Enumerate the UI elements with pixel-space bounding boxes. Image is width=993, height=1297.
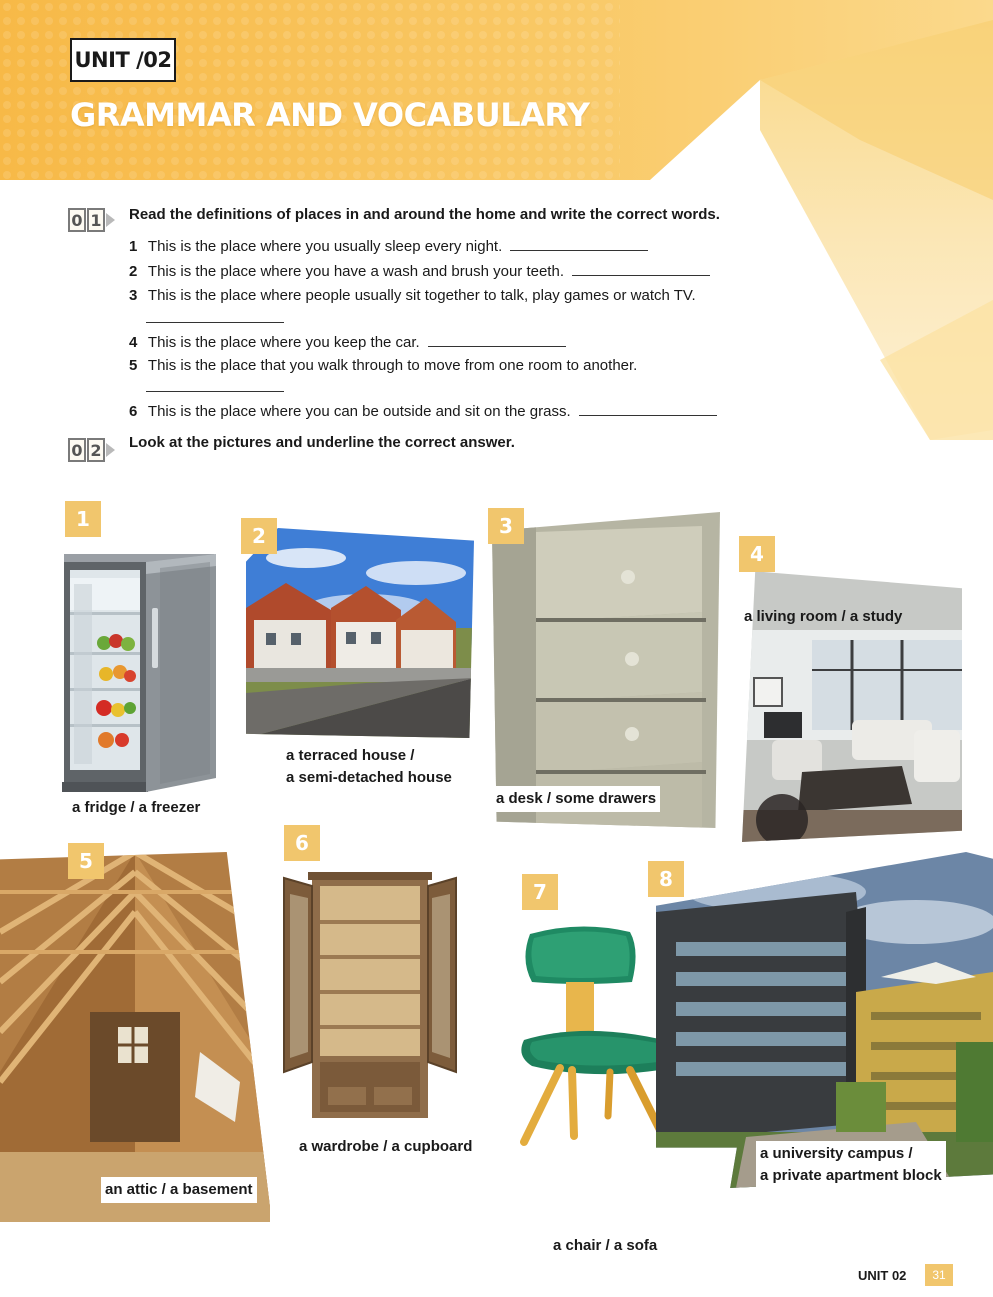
picture-number-badge: 4 <box>739 536 775 572</box>
picture-campus <box>656 852 993 1188</box>
picture-5-caption[interactable]: an attic / a basement <box>101 1177 257 1203</box>
fridge-illustration <box>60 548 220 798</box>
picture-7-caption[interactable]: a chair / a sofa <box>553 1237 658 1254</box>
picture-number-badge: 3 <box>488 508 524 544</box>
picture-6-caption[interactable]: a wardrobe / a cupboard <box>299 1138 473 1155</box>
exercise-number-digit: 0 <box>68 208 86 232</box>
exercise-number-digit: 2 <box>87 438 105 462</box>
picture-wardrobe <box>282 872 458 1127</box>
picture-3-caption[interactable]: a desk / some drawers <box>492 786 660 812</box>
exercise-number-digit: 0 <box>68 438 86 462</box>
question-number: 6 <box>129 403 138 420</box>
exercise-1-instruction: Read the definitions of places in and around the home and write the correct words. <box>129 206 720 223</box>
arrow-icon <box>106 443 115 457</box>
picture-number-badge: 8 <box>648 861 684 897</box>
caption-line: a terraced house / <box>286 747 415 764</box>
picture-2-caption[interactable] <box>286 745 452 789</box>
page-number: 31 <box>925 1264 953 1286</box>
question-text: This is the place where you can be outside and sit on the grass. <box>147 403 571 420</box>
footer-unit-label: UNIT 02 <box>858 1268 907 1283</box>
picture-1-caption[interactable]: a fridge / a freezer <box>72 799 201 816</box>
answer-blank-6[interactable] <box>579 402 717 416</box>
caption-line: a private apartment block <box>760 1167 942 1184</box>
picture-fridge <box>60 548 220 798</box>
picture-8-caption[interactable] <box>756 1141 946 1189</box>
picture-number-badge: 5 <box>68 843 104 879</box>
question-text: This is the place that you walk through to move from one room to another. <box>147 357 638 374</box>
question-number: 2 <box>129 263 138 280</box>
exercise-2-instruction: Look at the pictures and underline the correct answer. <box>129 434 515 451</box>
exercise-2-number <box>68 437 120 463</box>
houses-photo <box>246 528 474 738</box>
question-4 <box>129 333 566 351</box>
attic-photo <box>0 852 270 1222</box>
question-text: This is the place where you keep the car. <box>147 334 420 351</box>
unit-label: UNIT /02 <box>70 38 176 82</box>
answer-blank-4[interactable] <box>428 333 566 347</box>
living-room-photo <box>742 560 962 842</box>
answer-blank-5[interactable] <box>146 391 284 392</box>
question-number: 1 <box>129 238 138 255</box>
picture-attic <box>0 852 270 1222</box>
arrow-icon <box>106 213 115 227</box>
drawers-photo <box>492 512 720 828</box>
exercise-number-digit: 1 <box>87 208 105 232</box>
question-6 <box>129 402 717 420</box>
wardrobe-illustration <box>282 872 458 1127</box>
campus-photo <box>656 852 993 1188</box>
question-5 <box>129 357 637 374</box>
answer-blank-3[interactable] <box>146 322 284 323</box>
question-text: This is the place where you have a wash and brush your teeth. <box>147 263 564 280</box>
picture-living-room <box>742 560 962 842</box>
picture-4-caption[interactable]: a living room / a study <box>744 608 903 625</box>
caption-line: a semi-detached house <box>286 769 452 786</box>
picture-drawers <box>492 512 720 828</box>
caption-line: a university campus / <box>760 1145 913 1162</box>
question-number: 4 <box>129 334 138 351</box>
question-number: 5 <box>129 357 138 374</box>
picture-number-badge: 7 <box>522 874 558 910</box>
question-number: 3 <box>129 287 138 304</box>
answer-blank-1[interactable] <box>510 237 648 251</box>
question-3 <box>129 287 696 304</box>
picture-number-badge: 1 <box>65 501 101 537</box>
question-text: This is the place where you usually sleep every night. <box>147 238 503 255</box>
exercise-1-number <box>68 207 120 233</box>
answer-blank-2[interactable] <box>572 262 710 276</box>
picture-number-badge: 6 <box>284 825 320 861</box>
question-text: This is the place where people usually sit together to talk, play games or watch TV. <box>147 287 696 304</box>
question-2 <box>129 262 710 280</box>
picture-number-badge: 2 <box>241 518 277 554</box>
picture-houses <box>246 528 474 738</box>
page-title: GRAMMAR AND VOCABULARY <box>70 96 590 134</box>
question-1 <box>129 237 648 255</box>
